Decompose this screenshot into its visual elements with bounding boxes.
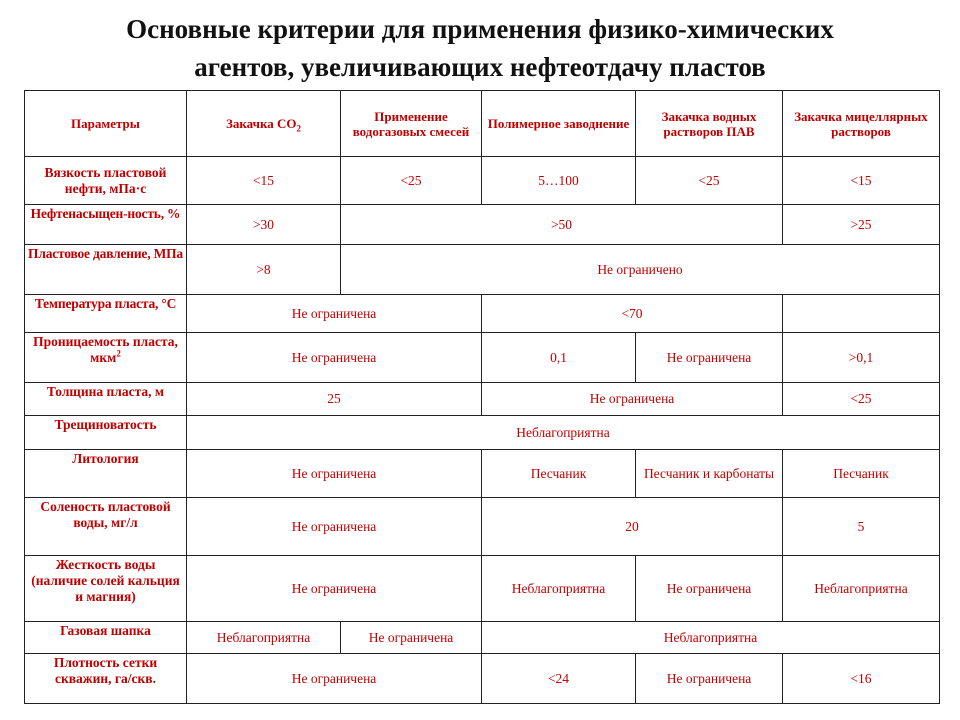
cell-permeability-merged: Не ограничена <box>187 333 482 383</box>
param-temperature: Температура пласта, °С <box>25 295 187 333</box>
param-lithology: Литология <box>25 450 187 498</box>
param-thickness: Толщина пласта, м <box>25 383 187 416</box>
header-surfactant: Закачка водных растворов ПАВ <box>636 91 783 157</box>
cell-permeability-polymer: 0,1 <box>482 333 636 383</box>
cell-temperature-merged-1: Не ограничена <box>187 295 482 333</box>
table-row-fracturing <box>25 416 940 450</box>
table-row-saturation <box>25 205 940 245</box>
cell-viscosity-co2: <15 <box>187 157 341 205</box>
cell-fracturing-merged: Неблагоприятна <box>187 416 940 450</box>
table-row-salinity <box>25 498 940 556</box>
cell-gascap-water-gas: Не ограничена <box>341 622 482 654</box>
table-row-viscosity <box>25 157 940 205</box>
cell-thickness-merged-2: Не ограничена <box>482 383 783 416</box>
cell-permeability-surfactant: Не ограничена <box>636 333 783 383</box>
table-row-thickness <box>25 383 940 416</box>
cell-hardness-surfactant: Не ограничена <box>636 556 783 622</box>
cell-lithology-micellar: Песчаник <box>783 450 940 498</box>
cell-viscosity-surfactant: <25 <box>636 157 783 205</box>
table-row-density <box>25 654 940 704</box>
header-polymer: Полимерное заводнение <box>482 91 636 157</box>
header-water-gas: Применение водогазовых смесей <box>341 91 482 157</box>
cell-thickness-merged-1: 25 <box>187 383 482 416</box>
cell-saturation-merged: >50 <box>341 205 783 245</box>
cell-gascap-co2: Неблагоприятна <box>187 622 341 654</box>
cell-salinity-merged-1: Не ограничена <box>187 498 482 556</box>
header-micellar: Закачка мицеллярных растворов <box>783 91 940 157</box>
param-density: Плотность сетки скважин, га/скв. <box>25 654 187 704</box>
cell-saturation-micellar: >25 <box>783 205 940 245</box>
header-parameters: Параметры <box>25 91 187 157</box>
cell-density-polymer: <24 <box>482 654 636 704</box>
cell-salinity-merged-2: 20 <box>482 498 783 556</box>
param-hardness: Жесткость воды (наличие солей кальция и магния) <box>25 556 187 622</box>
title-line-2: агентов, увеличивающих нефтеотдачу пластов <box>194 52 766 82</box>
cell-density-surfactant: Не ограничена <box>636 654 783 704</box>
cell-lithology-surfactant: Песчаник и карбонаты <box>636 450 783 498</box>
param-pressure: Пластовое давление, МПа <box>25 245 187 295</box>
cell-salinity-micellar: 5 <box>783 498 940 556</box>
page-title <box>0 10 960 86</box>
table-row-hardness <box>25 556 940 622</box>
header-co2: Закачка $СО_2$ <box>187 91 341 157</box>
cell-temperature-micellar <box>783 295 940 333</box>
cell-temperature-merged-2: <70 <box>482 295 783 333</box>
param-salinity: Соленость пластовой воды, мг/л <box>25 498 187 556</box>
table-row-gascap <box>25 622 940 654</box>
table-row-temperature <box>25 295 940 333</box>
param-gascap: Газовая шапка <box>25 622 187 654</box>
cell-hardness-merged: Не ограничена <box>187 556 482 622</box>
cell-hardness-micellar: Неблагоприятна <box>783 556 940 622</box>
cell-lithology-polymer: Песчаник <box>482 450 636 498</box>
param-saturation: Нефтенасыщен-ность, % <box>25 205 187 245</box>
cell-hardness-polymer: Неблагоприятна <box>482 556 636 622</box>
table-row-lithology <box>25 450 940 498</box>
cell-viscosity-water-gas: <25 <box>341 157 482 205</box>
param-permeability: Проницаемость пласта, мкм$^2$ <box>25 333 187 383</box>
cell-saturation-co2: >30 <box>187 205 341 245</box>
table-header-row <box>25 91 940 157</box>
cell-viscosity-polymer: 5…100 <box>482 157 636 205</box>
title-line-1: Основные критерии для применения физико-химических <box>126 14 834 44</box>
param-fracturing: Трещиноватость <box>25 416 187 450</box>
cell-pressure-merged: Не ограничено <box>341 245 940 295</box>
param-viscosity: Вязкость пластовой нефти, мПа·с <box>25 157 187 205</box>
cell-thickness-micellar: <25 <box>783 383 940 416</box>
cell-density-micellar: <16 <box>783 654 940 704</box>
table-row-permeability <box>25 333 940 383</box>
cell-permeability-micellar: >0,1 <box>783 333 940 383</box>
cell-lithology-merged: Не ограничена <box>187 450 482 498</box>
cell-gascap-merged: Неблагоприятна <box>482 622 940 654</box>
cell-viscosity-micellar: <15 <box>783 157 940 205</box>
table-row-pressure <box>25 245 940 295</box>
criteria-table <box>24 90 940 704</box>
cell-density-merged: Не ограничена <box>187 654 482 704</box>
cell-pressure-co2: >8 <box>187 245 341 295</box>
